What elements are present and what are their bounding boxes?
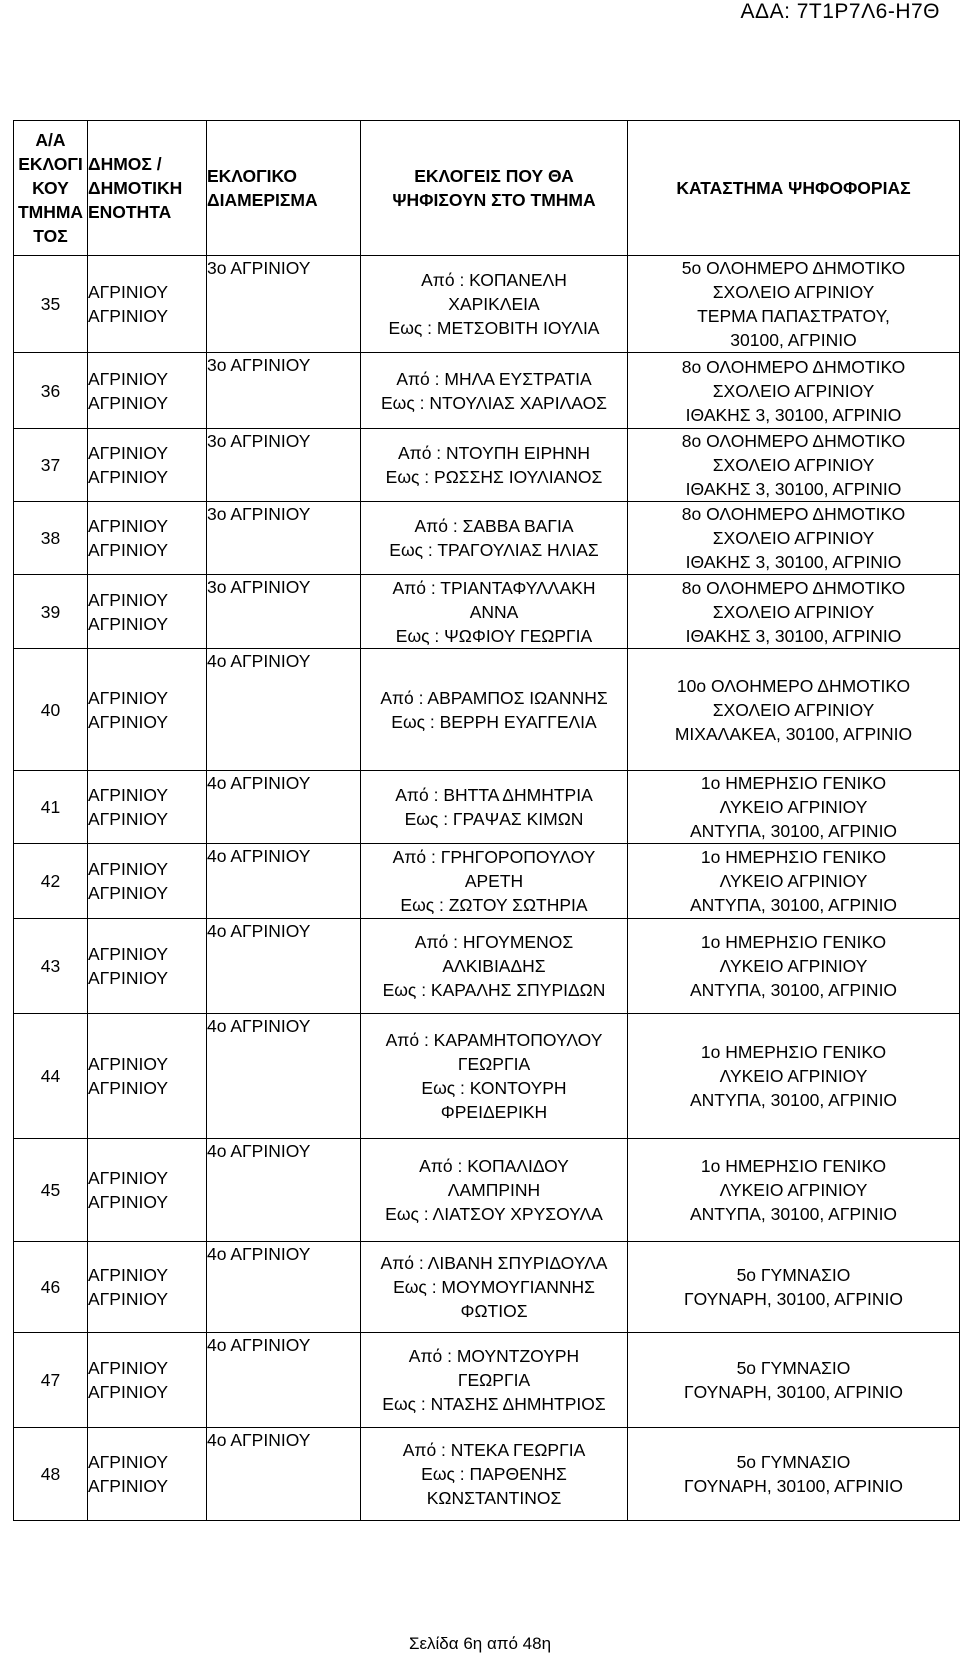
row-diamerisma: 3ο ΑΓΡΙΝΙΟΥ <box>207 429 361 502</box>
row-number: 35 <box>14 256 88 353</box>
row-number: 44 <box>14 1014 88 1139</box>
row-dimos: ΑΓΡΙΝΙΟΥ ΑΓΡΙΝΙΟΥ <box>88 1139 207 1242</box>
row-dimos: ΑΓΡΙΝΙΟΥ ΑΓΡΙΝΙΟΥ <box>88 919 207 1014</box>
row-diamerisma: 4ο ΑΓΡΙΝΙΟΥ <box>207 1333 361 1428</box>
header-line: ΕΚΛΟΓΙΚΟ <box>207 166 297 186</box>
table-row <box>14 575 960 649</box>
row-eklogeis: Από : ΝΤΕΚΑ ΓΕΩΡΓΙΑ Εως : ΠΑΡΘΕΝΗΣ ΚΩΝΣΤΑΝΤΙΝΟΣ <box>361 1428 628 1521</box>
ada-code: ΑΔΑ: 7Τ1Ρ7Λ6-Η7Θ <box>740 0 940 23</box>
row-eklogeis: Από : ΜΗΛΑ ΕΥΣΤΡΑΤΙΑ Εως : ΝΤΟΥΛΙΑΣ ΧΑΡΙΛΑΟΣ <box>361 353 628 429</box>
header-line: ΚΟΥ <box>32 178 69 198</box>
row-diamerisma: 4ο ΑΓΡΙΝΙΟΥ <box>207 771 361 844</box>
row-eklogeis: Από : ΝΤΟΥΠΗ ΕΙΡΗΝΗ Εως : ΡΩΣΣΗΣ ΙΟΥΛΙΑΝΟΣ <box>361 429 628 502</box>
table-row <box>14 1139 960 1242</box>
header-eklogeis <box>361 121 628 256</box>
row-eklogeis: Από : ΚΟΠΑΛΙΔΟΥ ΛΑΜΠΡΙΝΗ Εως : ΛΙΑΤΣΟΥ ΧΡΥΣΟΥΛΑ <box>361 1139 628 1242</box>
row-diamerisma: 4ο ΑΓΡΙΝΙΟΥ <box>207 649 361 771</box>
row-katastima: 1ο ΗΜΕΡΗΣΙΟ ΓΕΝΙΚΟ ΛΥΚΕΙΟ ΑΓΡΙΝΙΟΥ ΑΝΤΥΠΑ, 30100, ΑΓΡΙΝΙΟ <box>628 1014 960 1139</box>
table-row <box>14 502 960 575</box>
row-katastima: 5ο ΓΥΜΝΑΣΙΟ ΓΟΥΝΑΡΗ, 30100, ΑΓΡΙΝΙΟ <box>628 1333 960 1428</box>
row-number: 48 <box>14 1428 88 1521</box>
row-katastima: 5ο ΓΥΜΝΑΣΙΟ ΓΟΥΝΑΡΗ, 30100, ΑΓΡΙΝΙΟ <box>628 1242 960 1333</box>
row-dimos: ΑΓΡΙΝΙΟΥ ΑΓΡΙΝΙΟΥ <box>88 844 207 919</box>
row-dimos: ΑΓΡΙΝΙΟΥ ΑΓΡΙΝΙΟΥ <box>88 256 207 353</box>
table-header-row <box>14 121 960 256</box>
row-number: 36 <box>14 353 88 429</box>
header-line: ΕΚΛΟΓΙ <box>18 154 83 174</box>
table-row <box>14 256 960 353</box>
header-line: ΔΗΜΟΤΙΚΗ <box>88 178 183 198</box>
row-number: 45 <box>14 1139 88 1242</box>
row-diamerisma: 3ο ΑΓΡΙΝΙΟΥ <box>207 575 361 649</box>
header-diamerisma <box>207 121 361 256</box>
row-number: 46 <box>14 1242 88 1333</box>
row-dimos: ΑΓΡΙΝΙΟΥ ΑΓΡΙΝΙΟΥ <box>88 1014 207 1139</box>
header-line: ΚΑΤΑΣΤΗΜΑ ΨΗΦΟΦΟΡΙΑΣ <box>676 178 911 198</box>
header-line: ΨΗΦΙΣΟΥΝ ΣΤΟ ΤΜΗΜΑ <box>392 190 596 210</box>
row-katastima: 1ο ΗΜΕΡΗΣΙΟ ΓΕΝΙΚΟ ΛΥΚΕΙΟ ΑΓΡΙΝΙΟΥ ΑΝΤΥΠΑ, 30100, ΑΓΡΙΝΙΟ <box>628 844 960 919</box>
header-line: Α/Α <box>35 130 66 150</box>
row-diamerisma: 3ο ΑΓΡΙΝΙΟΥ <box>207 256 361 353</box>
row-number: 41 <box>14 771 88 844</box>
table-row <box>14 1014 960 1139</box>
header-line: ΤΟΣ <box>33 226 68 246</box>
header-line: ΤΜΗΜΑ <box>17 202 84 222</box>
header-aa <box>14 121 88 256</box>
row-katastima: 8ο ΟΛΟΗΜΕΡΟ ΔΗΜΟΤΙΚΟ ΣΧΟΛΕΙΟ ΑΓΡΙΝΙΟΥ ΙΘΑΚΗΣ 3, 30100, ΑΓΡΙΝΙΟ <box>628 502 960 575</box>
table-row <box>14 771 960 844</box>
table-row <box>14 1428 960 1521</box>
row-eklogeis: Από : ΑΒΡΑΜΠΟΣ ΙΩΑΝΝΗΣ Εως : ΒΕΡΡΗ ΕΥΑΓΓΕΛΙΑ <box>361 649 628 771</box>
row-eklogeis: Από : ΤΡΙΑΝΤΑΦΥΛΛΑΚΗ ΑΝΝΑ Εως : ΨΩΦΙΟΥ ΓΕΩΡΓΙΑ <box>361 575 628 649</box>
row-number: 38 <box>14 502 88 575</box>
row-number: 47 <box>14 1333 88 1428</box>
table-row <box>14 649 960 771</box>
row-katastima: 8ο ΟΛΟΗΜΕΡΟ ΔΗΜΟΤΙΚΟ ΣΧΟΛΕΙΟ ΑΓΡΙΝΙΟΥ ΙΘΑΚΗΣ 3, 30100, ΑΓΡΙΝΙΟ <box>628 429 960 502</box>
row-number: 39 <box>14 575 88 649</box>
row-dimos: ΑΓΡΙΝΙΟΥ ΑΓΡΙΝΙΟΥ <box>88 1333 207 1428</box>
row-number: 40 <box>14 649 88 771</box>
row-eklogeis: Από : ΣΑΒΒΑ ΒΑΓΙΑ Εως : ΤΡΑΓΟΥΛΙΑΣ ΗΛΙΑΣ <box>361 502 628 575</box>
header-line: ΔΙΑΜΕΡΙΣΜΑ <box>207 190 318 210</box>
row-eklogeis: Από : ΒΗΤΤΑ ΔΗΜΗΤΡΙΑ Εως : ΓΡΑΨΑΣ ΚΙΜΩΝ <box>361 771 628 844</box>
row-dimos: ΑΓΡΙΝΙΟΥ ΑΓΡΙΝΙΟΥ <box>88 1242 207 1333</box>
row-eklogeis: Από : ΚΟΠΑΝΕΛΗ ΧΑΡΙΚΛΕΙΑ Εως : ΜΕΤΣΟΒΙΤΗ ΙΟΥΛΙΑ <box>361 256 628 353</box>
row-dimos: ΑΓΡΙΝΙΟΥ ΑΓΡΙΝΙΟΥ <box>88 649 207 771</box>
row-eklogeis: Από : ΗΓΟΥΜΕΝΟΣ ΑΛΚΙΒΙΑΔΗΣ Εως : ΚΑΡΑΛΗΣ ΣΠΥΡΙΔΩΝ <box>361 919 628 1014</box>
header-dimos <box>88 121 207 256</box>
polling-stations-table <box>13 120 960 1521</box>
table-row <box>14 844 960 919</box>
header-katastima <box>628 121 960 256</box>
row-katastima: 1ο ΗΜΕΡΗΣΙΟ ΓΕΝΙΚΟ ΛΥΚΕΙΟ ΑΓΡΙΝΙΟΥ ΑΝΤΥΠΑ, 30100, ΑΓΡΙΝΙΟ <box>628 919 960 1014</box>
row-katastima: 8ο ΟΛΟΗΜΕΡΟ ΔΗΜΟΤΙΚΟ ΣΧΟΛΕΙΟ ΑΓΡΙΝΙΟΥ ΙΘΑΚΗΣ 3, 30100, ΑΓΡΙΝΙΟ <box>628 353 960 429</box>
row-diamerisma: 4ο ΑΓΡΙΝΙΟΥ <box>207 1428 361 1521</box>
table-row <box>14 429 960 502</box>
row-katastima: 5ο ΟΛΟΗΜΕΡΟ ΔΗΜΟΤΙΚΟ ΣΧΟΛΕΙΟ ΑΓΡΙΝΙΟΥ ΤΕΡΜΑ ΠΑΠΑΣΤΡΑΤΟΥ, 30100, ΑΓΡΙΝΙΟ <box>628 256 960 353</box>
row-dimos: ΑΓΡΙΝΙΟΥ ΑΓΡΙΝΙΟΥ <box>88 429 207 502</box>
row-diamerisma: 3ο ΑΓΡΙΝΙΟΥ <box>207 353 361 429</box>
table-row <box>14 1242 960 1333</box>
row-eklogeis: Από : ΚΑΡΑΜΗΤΟΠΟΥΛΟΥ ΓΕΩΡΓΙΑ Εως : ΚΟΝΤΟΥΡΗ ΦΡΕΙΔΕΡΙΚΗ <box>361 1014 628 1139</box>
row-katastima: 5ο ΓΥΜΝΑΣΙΟ ΓΟΥΝΑΡΗ, 30100, ΑΓΡΙΝΙΟ <box>628 1428 960 1521</box>
row-diamerisma: 3ο ΑΓΡΙΝΙΟΥ <box>207 502 361 575</box>
row-diamerisma: 4ο ΑΓΡΙΝΙΟΥ <box>207 844 361 919</box>
row-number: 43 <box>14 919 88 1014</box>
row-eklogeis: Από : ΜΟΥΝΤΖΟΥΡΗ ΓΕΩΡΓΙΑ Εως : ΝΤΑΣΗΣ ΔΗΜΗΤΡΙΟΣ <box>361 1333 628 1428</box>
row-katastima: 10ο ΟΛΟΗΜΕΡΟ ΔΗΜΟΤΙΚΟ ΣΧΟΛΕΙΟ ΑΓΡΙΝΙΟΥ ΜΙΧΑΛΑΚΕΑ, 30100, ΑΓΡΙΝΙΟ <box>628 649 960 771</box>
table-row <box>14 353 960 429</box>
row-dimos: ΑΓΡΙΝΙΟΥ ΑΓΡΙΝΙΟΥ <box>88 575 207 649</box>
header-line: ΕΝΟΤΗΤΑ <box>88 202 172 222</box>
row-katastima: 8ο ΟΛΟΗΜΕΡΟ ΔΗΜΟΤΙΚΟ ΣΧΟΛΕΙΟ ΑΓΡΙΝΙΟΥ ΙΘΑΚΗΣ 3, 30100, ΑΓΡΙΝΙΟ <box>628 575 960 649</box>
row-katastima: 1ο ΗΜΕΡΗΣΙΟ ΓΕΝΙΚΟ ΛΥΚΕΙΟ ΑΓΡΙΝΙΟΥ ΑΝΤΥΠΑ, 30100, ΑΓΡΙΝΙΟ <box>628 771 960 844</box>
row-diamerisma: 4ο ΑΓΡΙΝΙΟΥ <box>207 1014 361 1139</box>
row-number: 42 <box>14 844 88 919</box>
row-katastima: 1ο ΗΜΕΡΗΣΙΟ ΓΕΝΙΚΟ ΛΥΚΕΙΟ ΑΓΡΙΝΙΟΥ ΑΝΤΥΠΑ, 30100, ΑΓΡΙΝΙΟ <box>628 1139 960 1242</box>
row-eklogeis: Από : ΛΙΒΑΝΗ ΣΠΥΡΙΔΟΥΛΑ Εως : ΜΟΥΜΟΥΓΙΑΝΝΗΣ ΦΩΤΙΟΣ <box>361 1242 628 1333</box>
row-dimos: ΑΓΡΙΝΙΟΥ ΑΓΡΙΝΙΟΥ <box>88 502 207 575</box>
page-footer: Σελίδα 6η από 48η <box>408 1634 552 1653</box>
row-eklogeis: Από : ΓΡΗΓΟΡΟΠΟΥΛΟΥ ΑΡΕΤΗ Εως : ΖΩΤΟΥ ΣΩΤΗΡΙΑ <box>361 844 628 919</box>
row-number: 37 <box>14 429 88 502</box>
row-dimos: ΑΓΡΙΝΙΟΥ ΑΓΡΙΝΙΟΥ <box>88 771 207 844</box>
table-row <box>14 1333 960 1428</box>
row-dimos: ΑΓΡΙΝΙΟΥ ΑΓΡΙΝΙΟΥ <box>88 1428 207 1521</box>
row-diamerisma: 4ο ΑΓΡΙΝΙΟΥ <box>207 1242 361 1333</box>
row-dimos: ΑΓΡΙΝΙΟΥ ΑΓΡΙΝΙΟΥ <box>88 353 207 429</box>
row-diamerisma: 4ο ΑΓΡΙΝΙΟΥ <box>207 1139 361 1242</box>
table-row <box>14 919 960 1014</box>
row-diamerisma: 4ο ΑΓΡΙΝΙΟΥ <box>207 919 361 1014</box>
header-line: ΕΚΛΟΓΕΙΣ ΠΟΥ ΘΑ <box>414 166 574 186</box>
header-line: ΔΗΜΟΣ / <box>88 154 162 174</box>
